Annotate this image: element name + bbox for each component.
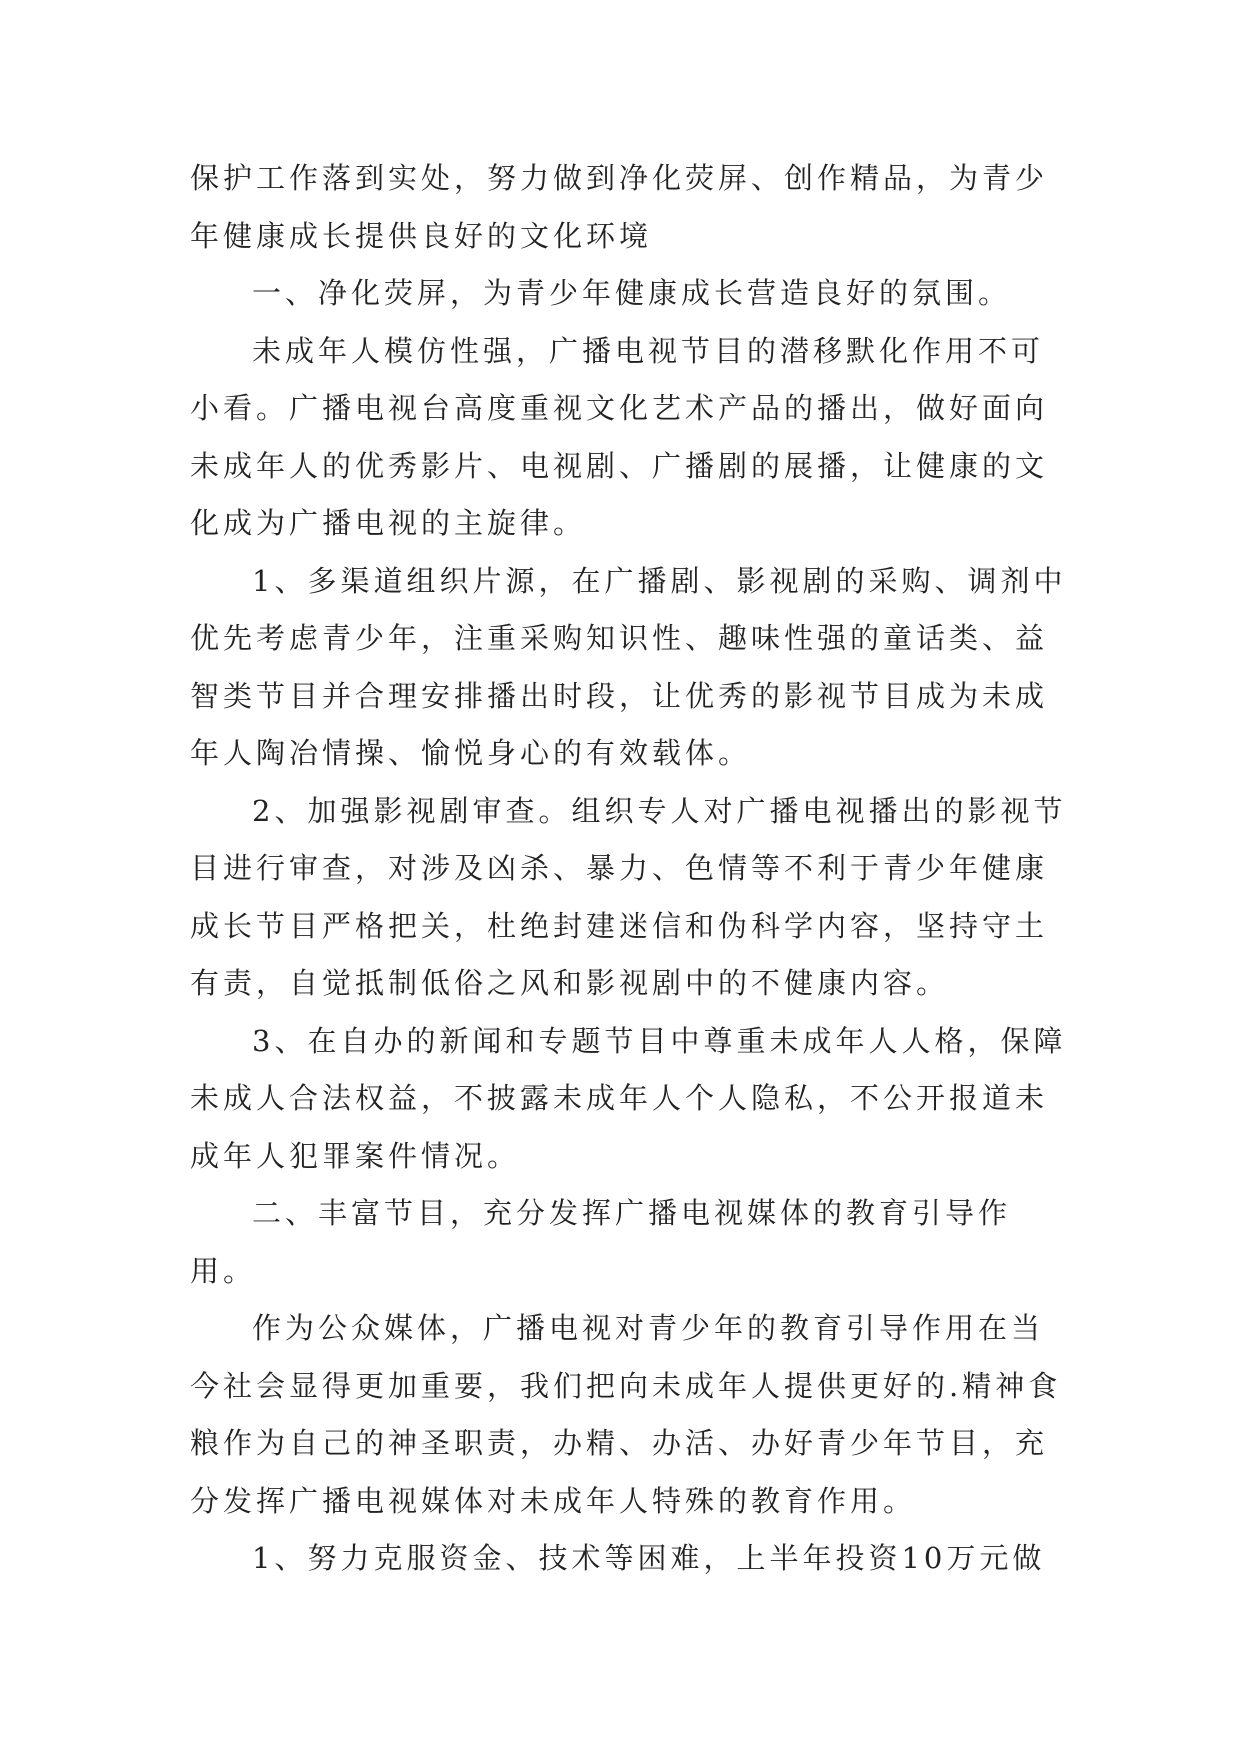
paragraph: 未成年人模仿性强，广播电视节目的潜移默化作用不可小看。广播电视台高度重视文化艺术产品的播出，做好面向未成年人的优秀影片、电视剧、广播剧的展播，让健康的文化成为广播电视的主旋律。	[190, 333, 1049, 540]
paragraph: 保护工作落到实处，努力做到净化荧屏、创作精品，为青少年健康成长提供良好的文化环境	[190, 161, 1049, 253]
paragraph: 作为公众媒体，广播电视对青少年的教育引导作用在当今社会显得更加重要，我们把向未成年人提供更好的.精神食粮作为自己的神圣职责，办精、办活、办好青少年节目，充分发挥广播电视媒体对未成年人特殊的教育作用。	[190, 1311, 1062, 1518]
list-item: 1、努力克服资金、技术等困难，上半年投资10万元做	[252, 1541, 1046, 1575]
document-body	[190, 150, 1070, 1588]
section-heading: 二、丰富节目，充分发挥广播电视媒体的教育引导作用。	[190, 1196, 1012, 1288]
list-item: 1、多渠道组织片源，在广播剧、影视剧的采购、调剂中优先考虑青少年，注重采购知识性、趣味性强的童话类、益智类节目并合理安排播出时段，让优秀的影视节目成为未成年人陶冶情操、愉悦身心的有效载体。	[190, 563, 1067, 770]
list-item: 3、在自办的新闻和专题节目中尊重未成年人人格，保障未成人合法权益，不披露未成年人个人隐私，不公开报道未成年人犯罪案件情况。	[190, 1023, 1067, 1173]
list-item: 2、加强影视剧审查。组织专人对广播电视播出的影视节目进行审查，对涉及凶杀、暴力、色情等不利于青少年健康成长节目严格把关，杜绝封建迷信和伪科学内容，坚持守土有责，自觉抵制低俗之风和影视剧中的不健康内容。	[190, 793, 1067, 1000]
section-heading: 一、净化荧屏，为青少年健康成长营造良好的氛围。	[252, 276, 1012, 310]
